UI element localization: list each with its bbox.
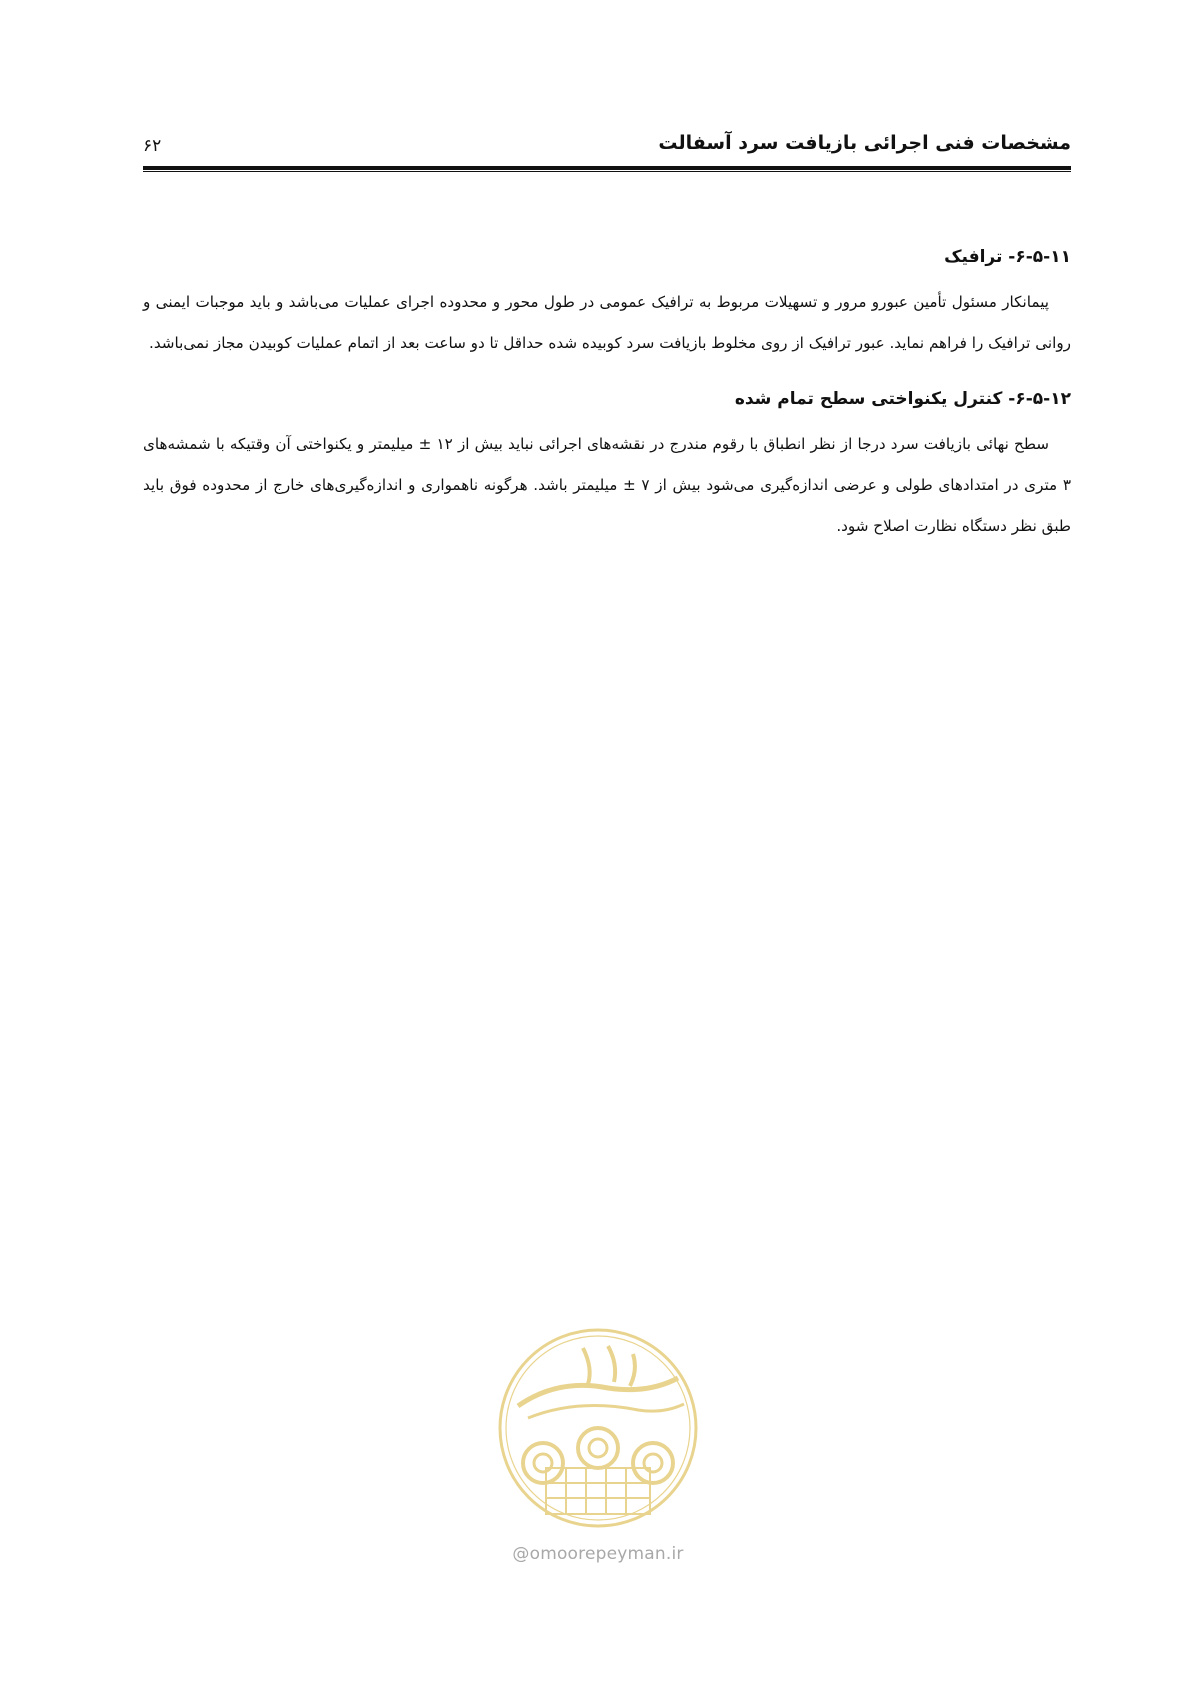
- watermark: [488, 1318, 708, 1588]
- watermark-url: @omoorepeyman.ir: [512, 1544, 684, 1564]
- section-heading: ۶-۵-۱۲- کنترل یکنواختی سطح تمام شده: [734, 389, 1071, 409]
- header-rule: [143, 166, 1071, 172]
- page-content: [143, 244, 1071, 569]
- section-surface-evenness: [143, 386, 1071, 547]
- section-paragraph: پیمانکار مسئول تأمین عبورو مرور و تسهیلات مربوط به ترافیک عمومی در طول محور و محدوده اجرای عملیات می‌باشد و باید موجبات ایمنی و روانی ترافیک را فراهم نماید. عبور ترافیک از روی مخلوط بازیافت سرد کوبیده شده حداقل تا دو ساعت بعد از اتمام عملیات کوبیدن مجاز نمی‌باشد.: [143, 293, 1071, 352]
- watermark-logo: [488, 1318, 708, 1538]
- page-number: ۶۲: [143, 136, 162, 156]
- document-title: مشخصات فنی اجرائی بازیافت سرد آسفالت: [658, 132, 1071, 154]
- section-paragraph: سطح نهائی بازیافت سرد درجا از نظر انطباق با رقوم مندرج در نقشه‌های اجرائی نباید بیش از ۱۲ ± میلیمتر و یکنواختی آن وقتیکه با شمشه‌های ۳ متری در امتدادهای طولی و عرضی اندازه‌گیری می‌شود بیش از ۷ ± میلیمتر باشد. هرگونه ناهمواری و اندازه‌گیری‌های خارج از محدوده فوق باید طبق نظر دستگاه نظارت اصلاح شود.: [143, 435, 1071, 535]
- section-traffic: [143, 244, 1071, 364]
- section-heading: ۶-۵-۱۱- ترافیک: [944, 247, 1071, 267]
- page-header: [143, 128, 1071, 172]
